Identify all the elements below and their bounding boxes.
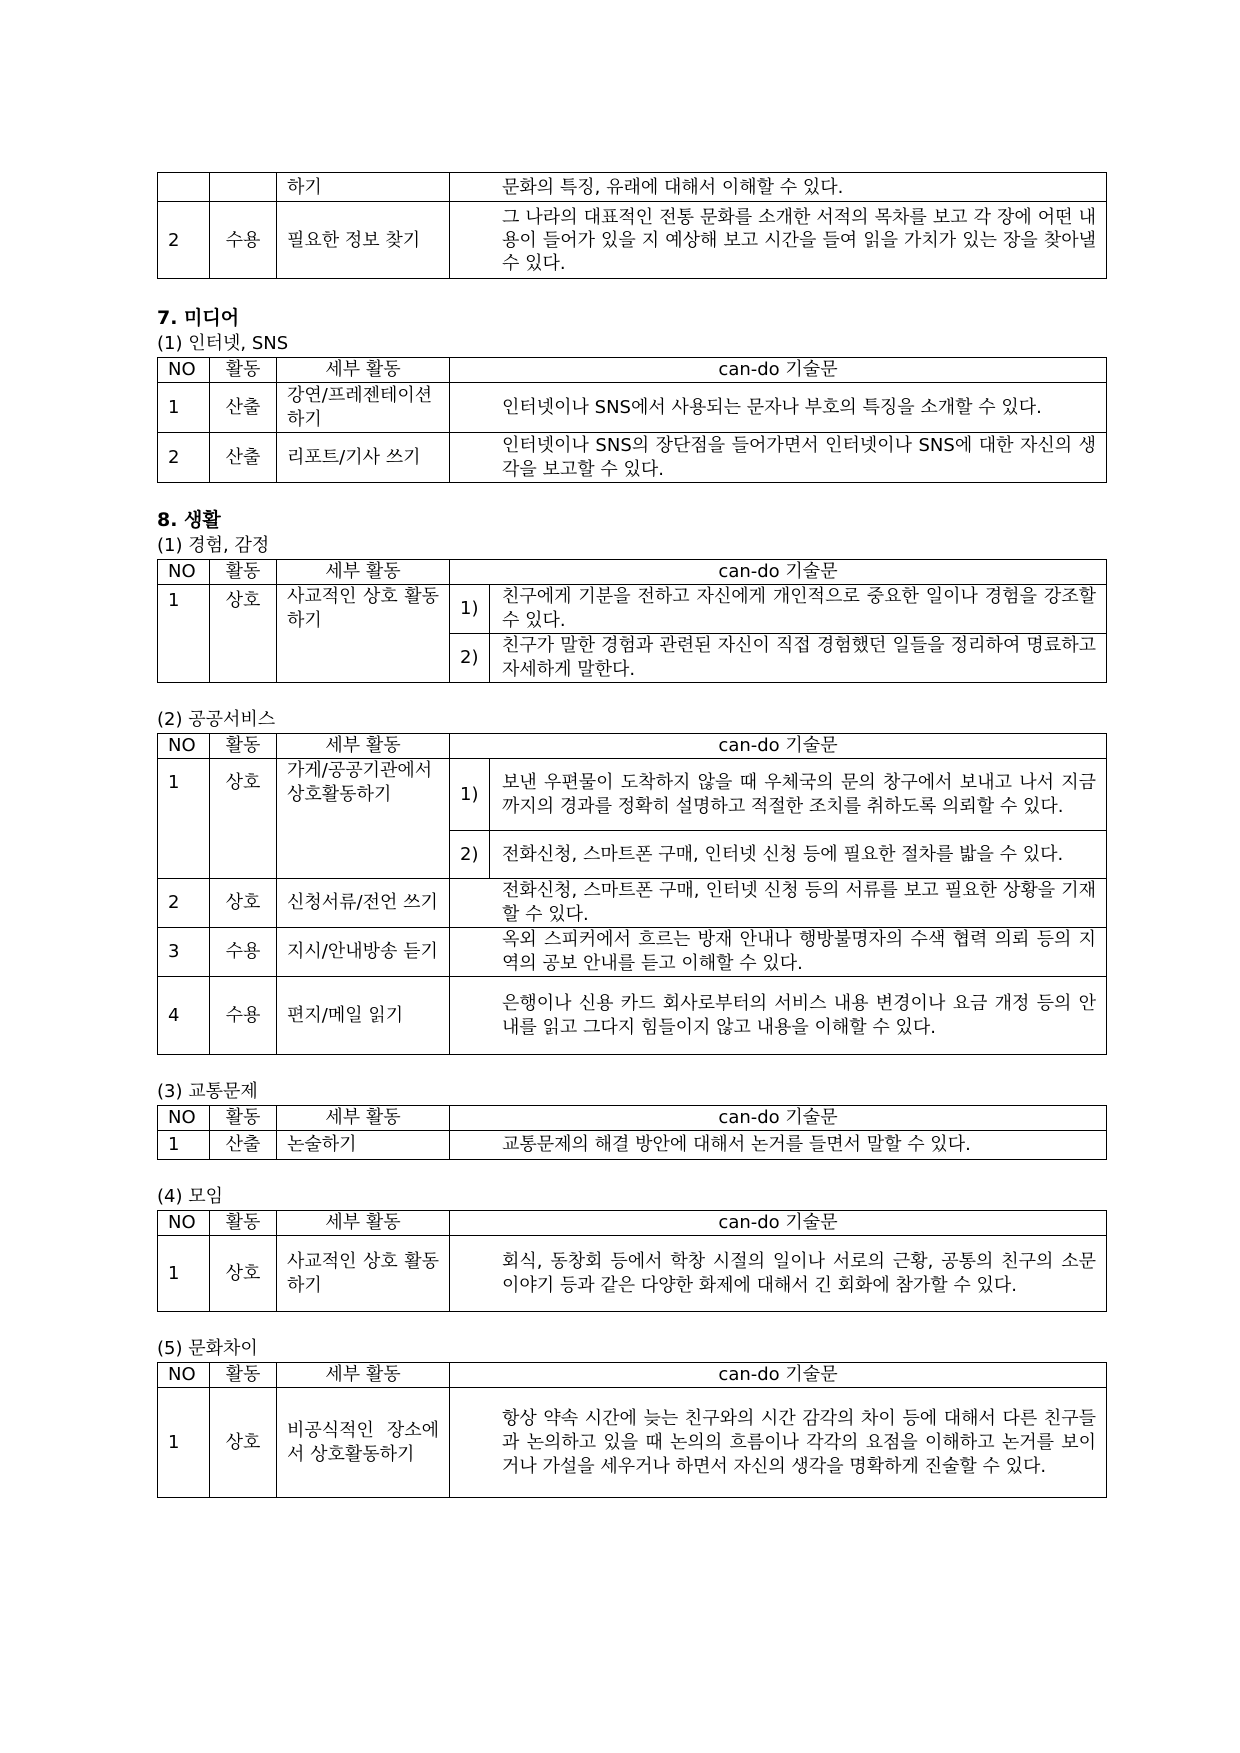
table-row (158, 879, 1107, 928)
cell-statement: 항상 약속 시간에 늦는 친구와의 시간 감각의 차이 등에 대해서 다른 친구들과 논의하고 있을 때 논의의 흐름이나 각각의 요점을 이해하고 논거를 보이거나 가설을 세우거나 하면서 자신의 생각을 명확하게 진술할 수 있다. (450, 1388, 1107, 1498)
section-title: 7. 미디어 (157, 307, 240, 329)
cell-detail: 신청서류/전언 쓰기 (277, 879, 450, 928)
cell-no: 1 (158, 1236, 210, 1312)
table-header-row (158, 1106, 1107, 1131)
header-detail: 세부 활동 (277, 734, 450, 759)
table-header-row (158, 358, 1107, 383)
cell-statement: 인터넷이나 SNS의 장단점을 들어가면서 인터넷이나 SNS에 대한 자신의 생각을 보고할 수 있다. (450, 433, 1107, 483)
cell-no: 4 (158, 977, 210, 1055)
cell-no: 1 (158, 585, 210, 683)
cell-activity: 상호 (210, 879, 277, 928)
header-no: NO (158, 358, 210, 383)
header-statement: can-do 기술문 (450, 734, 1107, 759)
cell-activity: 상호 (210, 759, 277, 879)
table-header-row (158, 1211, 1107, 1236)
cell-detail: 강연/프레젠테이션 하기 (277, 383, 450, 433)
cell-activity: 수용 (210, 977, 277, 1055)
header-statement: can-do 기술문 (450, 560, 1107, 585)
cell-detail: 사교적인 상호 활동하기 (277, 1236, 450, 1312)
header-no: NO (158, 560, 210, 585)
item-number: 1) (450, 759, 490, 831)
cell-detail: 비공식적인 장소에서 상호활동하기 (277, 1388, 450, 1498)
cell-detail: 편지/메일 읽기 (277, 977, 450, 1055)
cell-statement: 전화신청, 스마트폰 구매, 인터넷 신청 등에 필요한 절차를 밟을 수 있다. (490, 831, 1107, 879)
cell-detail: 하기 (277, 173, 450, 202)
header-no: NO (158, 1106, 210, 1131)
table-traffic (157, 1105, 1107, 1160)
cell-statement: 보낸 우편물이 도착하지 않을 때 우체국의 문의 창구에서 보내고 나서 지금까지의 경과를 정확히 설명하고 적절한 조치를 취하도록 의뢰할 수 있다. (490, 759, 1107, 831)
cell-statement: 문화의 특징, 유래에 대해서 이해할 수 있다. (450, 173, 1107, 202)
cell-no: 2 (158, 879, 210, 928)
table-row (158, 433, 1107, 483)
table-row (158, 173, 1107, 202)
cell-statement: 친구에게 기분을 전하고 자신에게 개인적으로 중요한 일이나 경험을 강조할 수 있다. (490, 585, 1107, 634)
table-row (158, 1131, 1107, 1160)
table-row (158, 759, 1107, 831)
header-detail: 세부 활동 (277, 1363, 450, 1388)
cell-activity: 수용 (210, 202, 277, 279)
cell-no: 2 (158, 433, 210, 483)
cell-no (158, 173, 210, 202)
table-row (158, 1236, 1107, 1312)
table-header-row (158, 560, 1107, 585)
header-detail: 세부 활동 (277, 560, 450, 585)
header-activity: 활동 (210, 734, 277, 759)
item-number: 2) (450, 831, 490, 879)
table-meeting (157, 1210, 1107, 1312)
cell-activity: 산출 (210, 1131, 277, 1160)
section-title: 8. 생활 (157, 509, 221, 531)
cell-no: 3 (158, 928, 210, 977)
document-page (157, 172, 1107, 1498)
subsection-title: (3) 교통문제 (157, 1081, 258, 1102)
header-detail: 세부 활동 (277, 1106, 450, 1131)
table-internet-sns (157, 357, 1107, 483)
header-no: NO (158, 734, 210, 759)
cell-detail: 가게/공공기관에서 상호활동하기 (277, 759, 450, 879)
cell-detail: 논술하기 (277, 1131, 450, 1160)
table-culture-difference (157, 1362, 1107, 1498)
cell-no: 2 (158, 202, 210, 279)
cell-detail: 필요한 정보 찾기 (277, 202, 450, 279)
header-no: NO (158, 1363, 210, 1388)
header-activity: 활동 (210, 1106, 277, 1131)
subsection-title: (5) 문화차이 (157, 1338, 258, 1359)
subsection-title: (1) 인터넷, SNS (157, 333, 289, 354)
header-activity: 활동 (210, 1363, 277, 1388)
table-header-row (158, 734, 1107, 759)
header-activity: 활동 (210, 560, 277, 585)
header-statement: can-do 기술문 (450, 1106, 1107, 1131)
cell-statement: 회식, 동창회 등에서 학창 시절의 일이나 서로의 근황, 공통의 친구의 소문 이야기 등과 같은 다양한 화제에 대해서 긴 회화에 참가할 수 있다. (450, 1236, 1107, 1312)
table-row (158, 202, 1107, 279)
subsection-title: (2) 공공서비스 (157, 709, 276, 730)
cell-no: 1 (158, 759, 210, 879)
cell-statement: 옥외 스피커에서 흐르는 방재 안내나 행방불명자의 수색 협력 의뢰 등의 지역의 공보 안내를 듣고 이해할 수 있다. (450, 928, 1107, 977)
cell-statement: 그 나라의 대표적인 전통 문화를 소개한 서적의 목차를 보고 각 장에 어떤 내용이 들어가 있을 지 예상해 보고 시간을 들여 읽을 가치가 있는 장을 찾아낼 수 있다. (450, 202, 1107, 279)
cell-no: 1 (158, 1388, 210, 1498)
cell-no: 1 (158, 383, 210, 433)
cell-activity: 산출 (210, 433, 277, 483)
header-detail: 세부 활동 (277, 1211, 450, 1236)
cell-no: 1 (158, 1131, 210, 1160)
cell-statement: 은행이나 신용 카드 회사로부터의 서비스 내용 변경이나 요금 개정 등의 안내를 읽고 그다지 힘들이지 않고 내용을 이해할 수 있다. (450, 977, 1107, 1055)
cell-detail: 리포트/기사 쓰기 (277, 433, 450, 483)
table-row (158, 585, 1107, 634)
cell-detail: 지시/안내방송 듣기 (277, 928, 450, 977)
table-row (158, 928, 1107, 977)
table-culture-continued (157, 172, 1107, 279)
cell-activity: 산출 (210, 383, 277, 433)
table-row (158, 383, 1107, 433)
item-number: 2) (450, 634, 490, 683)
cell-activity: 상호 (210, 1236, 277, 1312)
item-number: 1) (450, 585, 490, 634)
header-statement: can-do 기술문 (450, 1363, 1107, 1388)
table-public-service (157, 733, 1107, 1055)
cell-activity: 수용 (210, 928, 277, 977)
cell-activity: 상호 (210, 585, 277, 683)
header-statement: can-do 기술문 (450, 1211, 1107, 1236)
header-activity: 활동 (210, 1211, 277, 1236)
header-activity: 활동 (210, 358, 277, 383)
cell-activity: 상호 (210, 1388, 277, 1498)
table-experience-emotion (157, 559, 1107, 683)
cell-statement: 친구가 말한 경험과 관련된 자신이 직접 경험했던 일들을 정리하여 명료하고 자세하게 말한다. (490, 634, 1107, 683)
cell-statement: 인터넷이나 SNS에서 사용되는 문자나 부호의 특징을 소개할 수 있다. (450, 383, 1107, 433)
subsection-title: (4) 모임 (157, 1186, 223, 1207)
header-detail: 세부 활동 (277, 358, 450, 383)
cell-statement: 전화신청, 스마트폰 구매, 인터넷 신청 등의 서류를 보고 필요한 상황을 기재할 수 있다. (450, 879, 1107, 928)
header-statement: can-do 기술문 (450, 358, 1107, 383)
cell-statement: 교통문제의 해결 방안에 대해서 논거를 들면서 말할 수 있다. (450, 1131, 1107, 1160)
subsection-title: (1) 경험, 감정 (157, 535, 270, 556)
table-header-row (158, 1363, 1107, 1388)
header-no: NO (158, 1211, 210, 1236)
table-row (158, 977, 1107, 1055)
table-row (158, 1388, 1107, 1498)
cell-activity (210, 173, 277, 202)
cell-detail: 사교적인 상호 활동하기 (277, 585, 450, 683)
